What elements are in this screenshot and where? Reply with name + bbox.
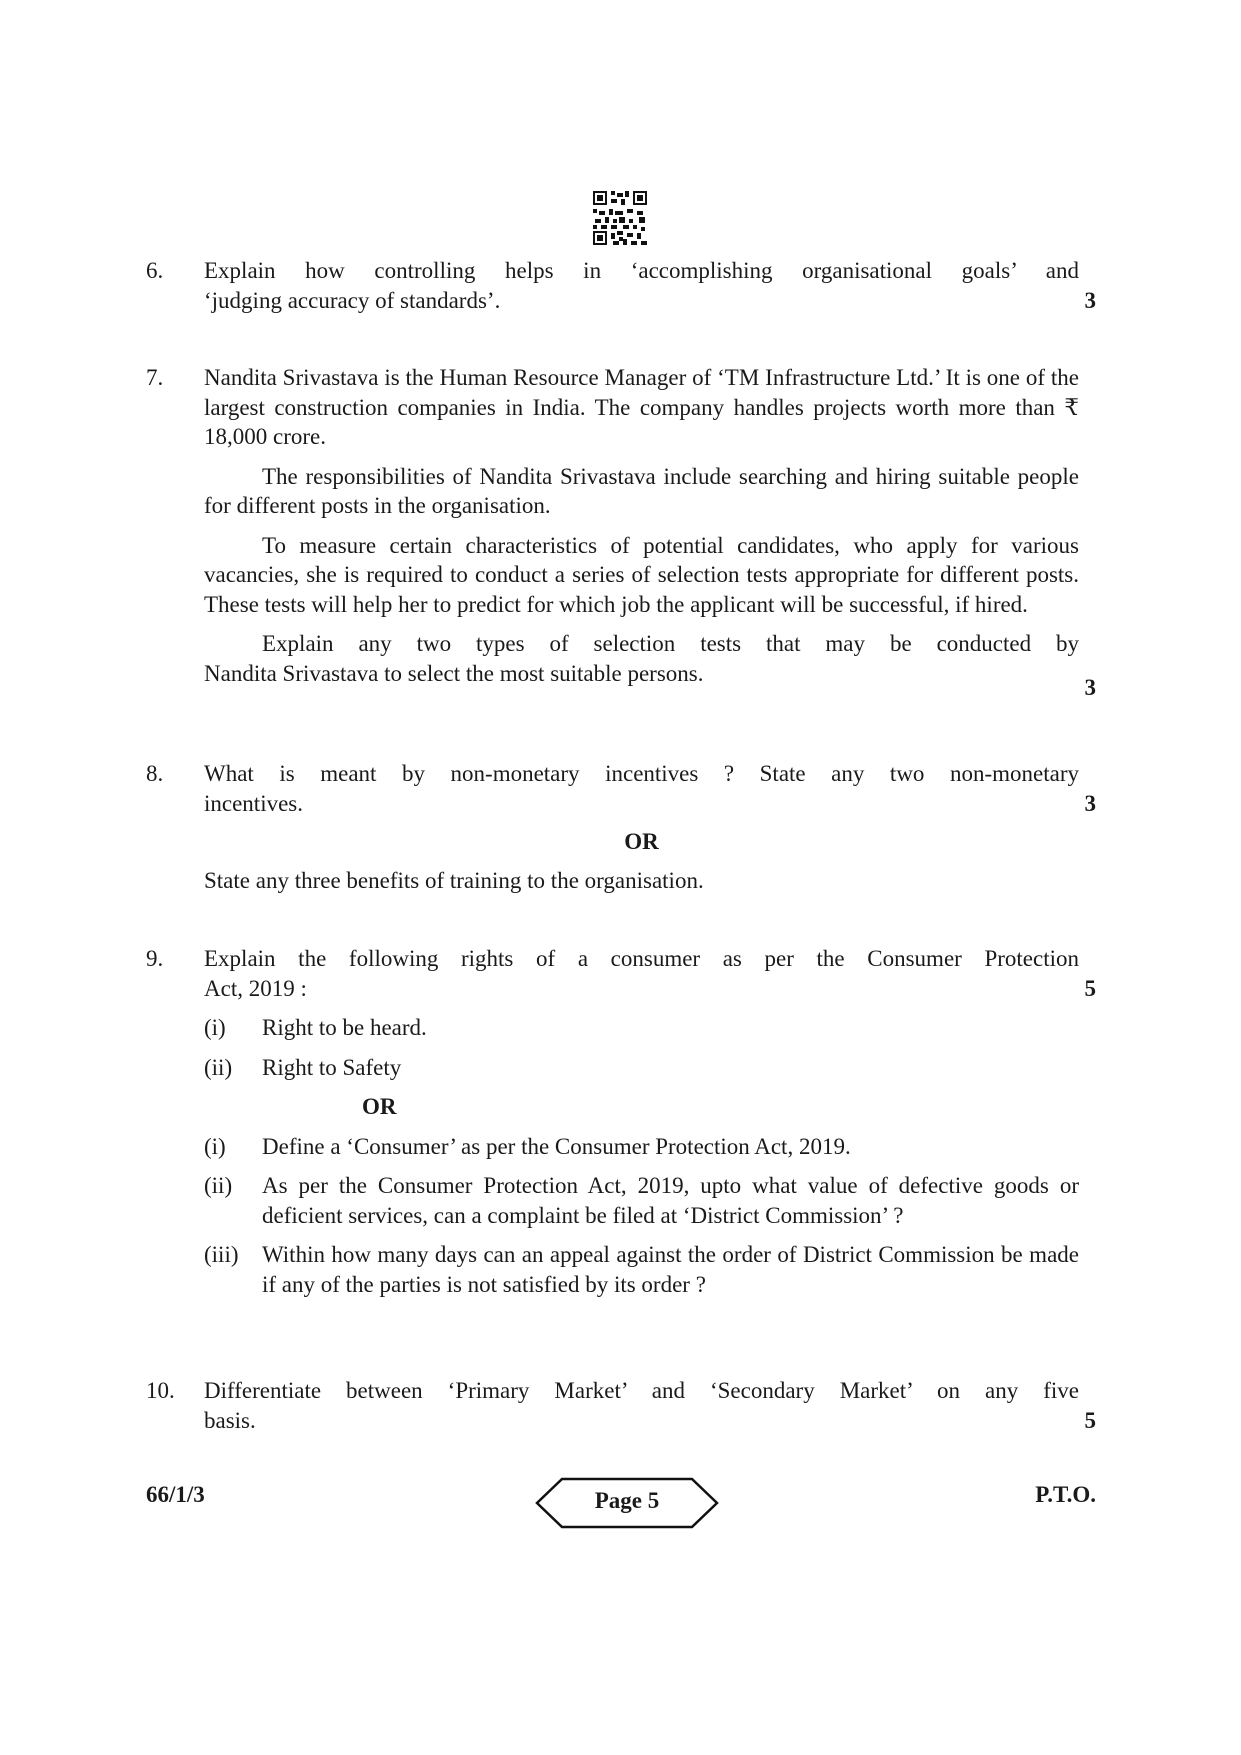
question-text-line: Explain how controlling helps in ‘accomplishing organisational goals’ and	[204, 258, 1079, 283]
sub-question-text: Within how many days can an appeal against the order of District Commission be made if any of the parties is not satisfied by its order ?	[262, 1242, 1079, 1297]
question-7	[146, 363, 1096, 700]
question-text-line: incentives.	[204, 790, 303, 816]
or-separator: OR	[362, 1094, 397, 1119]
question-paragraph: Nandita Srivastava is the Human Resource Manager of ‘TM Infrastructure Ltd.’ It is one of the largest construction companies in India. The company handles projects worth more than ₹ 18,000 crore.	[204, 365, 1079, 449]
sub-question-text: Define a ‘Consumer’ as per the Consumer Protection Act, 2019.	[262, 1133, 851, 1159]
sub-question-text: Right to be heard.	[262, 1015, 427, 1040]
question-9	[146, 944, 1096, 1299]
sub-question-text: Right to Safety	[262, 1054, 402, 1080]
question-number: 6.	[146, 258, 164, 283]
page-number: Page 5	[594, 1488, 660, 1513]
roman-numeral: (iii)	[204, 1242, 239, 1267]
question-text-line: Nandita Srivastava to select the most suitable persons.	[204, 660, 704, 686]
marks-label: 3	[1084, 675, 1096, 700]
question-text-line: Explain the following rights of a consumer as per the Consumer Protection	[204, 946, 1079, 971]
pto-label: P.T.O.	[1035, 1482, 1096, 1507]
roman-numeral: (ii)	[204, 1054, 233, 1080]
marks-label: 3	[1084, 287, 1096, 313]
or-separator: OR	[624, 829, 659, 854]
sub-question	[204, 1013, 1079, 1043]
question-8	[146, 759, 1096, 895]
question-6	[146, 256, 1096, 315]
question-10	[146, 1376, 1096, 1435]
marks-label: 3	[1084, 790, 1096, 816]
sub-question	[204, 1132, 1079, 1162]
question-text-line: ‘judging accuracy of standards’.	[204, 287, 501, 313]
sub-question-text: As per the Consumer Protection Act, 2019, upto what value of defective goods or deficient services, can a complaint be filed at ‘District Commission’ ?	[262, 1173, 1079, 1228]
roman-numeral: (ii)	[204, 1173, 233, 1198]
alternative-question: State any three benefits of training to the organisation.	[204, 867, 704, 893]
question-number: 8.	[146, 761, 164, 786]
sub-question	[204, 1053, 1079, 1083]
question-text-line: basis.	[204, 1407, 256, 1433]
question-text-line: Differentiate between ‘Primary Market’ and ‘Secondary Market’ on any five	[204, 1378, 1079, 1403]
paper-code: 66/1/3	[146, 1482, 205, 1507]
sub-question	[204, 1240, 1079, 1299]
sub-question	[204, 1171, 1079, 1230]
roman-numeral: (i)	[204, 1133, 226, 1159]
question-text-line: What is meant by non-monetary incentives ? State any two non-monetary	[204, 761, 1079, 786]
question-text-line: Explain any two types of selection tests that may be conducted by	[262, 631, 1079, 656]
roman-numeral: (i)	[204, 1015, 226, 1040]
question-text-line: Act, 2019 :	[204, 975, 307, 1001]
marks-label: 5	[1084, 975, 1096, 1001]
question-paragraph: The responsibilities of Nandita Srivastava include searching and hiring suitable people for different posts in the organisation.	[204, 463, 1079, 518]
marks-label: 5	[1084, 1407, 1096, 1433]
question-number: 10.	[146, 1378, 175, 1403]
question-number: 7.	[146, 365, 164, 390]
page-number-badge	[534, 1476, 720, 1530]
question-number: 9.	[146, 946, 164, 971]
qr-code-icon	[593, 191, 647, 245]
question-paragraph: To measure certain characteristics of potential candidates, who apply for various vacancies, she is required to conduct a series of selection tests appropriate for different posts. These tests will help her to predict for which job the applicant will be successful, if hired.	[204, 532, 1079, 617]
